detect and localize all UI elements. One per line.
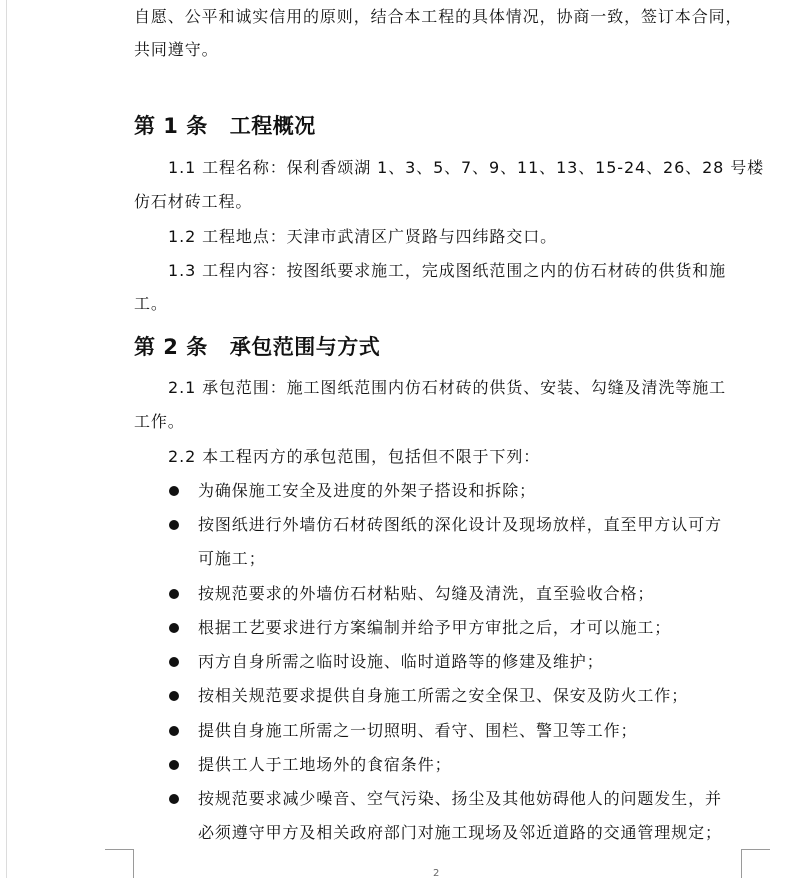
bullet-item-1: 为确保施工安全及进度的外架子搭设和拆除； (198, 481, 537, 500)
article-1-heading (134, 112, 316, 140)
bullet-item-3: 按规范要求的外墙仿石材粘贴、勾缝及清洗，直至验收合格； (198, 584, 655, 603)
bullet-dot (169, 760, 179, 770)
clause-1-1-line-1: 1.1 工程名称：保利香颂湖 1、3、5、7、9、11、13、15-24、26、28 号楼 (168, 158, 765, 177)
article-1-title: 工程概况 (229, 114, 316, 138)
bullet-item-4: 根据工艺要求进行方案编制并给予甲方审批之后，才可以施工； (198, 618, 672, 637)
bullet-item-2-line-2: 可施工； (198, 549, 266, 568)
bullet-item-7: 提供自身施工所需之一切照明、看守、围栏、警卫等工作； (198, 721, 638, 740)
article-2-number: 第 2 条 (134, 335, 208, 359)
margin-corner-mark-right (741, 849, 770, 878)
bullet-item-9-line-1: 按规范要求减少噪音、空气污染、扬尘及其他妨碍他人的问题发生，并 (198, 789, 722, 808)
bullet-dot (169, 520, 179, 530)
article-1-number: 第 1 条 (134, 114, 208, 138)
clause-2-2: 2.2 本工程丙方的承包范围，包括但不限于下列： (168, 447, 541, 466)
intro-line-1: 自愿、公平和诚实信用的原则，结合本工程的具体情况，协商一致，签订本合同， (134, 7, 743, 26)
bullet-dot (169, 657, 179, 667)
clause-1-3-line-2: 工。 (134, 294, 168, 313)
clause-2-1-line-2: 工作。 (134, 412, 185, 431)
bullet-item-2-line-1: 按图纸进行外墙仿石材砖图纸的深化设计及现场放样，直至甲方认可方 (198, 515, 722, 534)
clause-2-1-line-1: 2.1 承包范围：施工图纸范围内仿石材砖的供货、安装、勾缝及清洗等施工 (168, 378, 727, 397)
bullet-dot (169, 794, 179, 804)
bullet-item-9-line-2: 必须遵守甲方及相关政府部门对施工现场及邻近道路的交通管理规定； (198, 823, 722, 842)
clause-1-2: 1.2 工程地点：天津市武清区广贤路与四纬路交口。 (168, 227, 558, 246)
clause-1-1-line-2: 仿石材砖工程。 (134, 192, 253, 211)
margin-corner-mark-left (105, 849, 134, 878)
clause-1-3-line-1: 1.3 工程内容：按图纸要求施工，完成图纸范围之内的仿石材砖的供货和施 (168, 261, 727, 280)
article-2-title: 承包范围与方式 (229, 335, 381, 359)
article-2-heading (134, 333, 380, 361)
bullet-dot (169, 691, 179, 701)
page-number: 2 (433, 868, 440, 879)
bullet-item-5: 丙方自身所需之临时设施、临时道路等的修建及维护； (198, 652, 604, 671)
bullet-dot (169, 623, 179, 633)
bullet-item-6: 按相关规范要求提供自身施工所需之安全保卫、保安及防火工作； (198, 686, 689, 705)
intro-line-2: 共同遵守。 (134, 40, 219, 59)
bullet-item-8: 提供工人于工地场外的食宿条件； (198, 755, 452, 774)
bullet-dot (169, 726, 179, 736)
bullet-dot (169, 589, 179, 599)
page-edge-line (6, 0, 7, 878)
bullet-dot (169, 486, 179, 496)
